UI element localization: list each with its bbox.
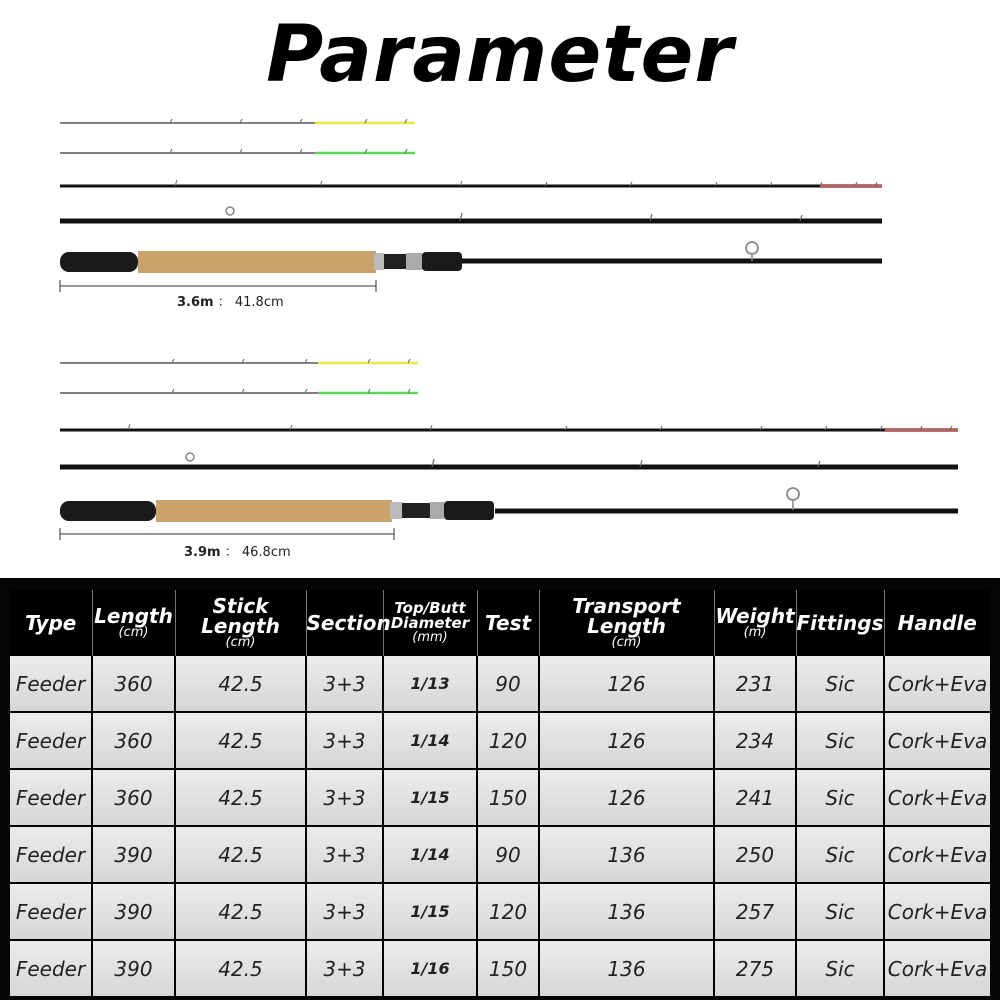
cell-transport-length: 126 <box>539 656 714 712</box>
cell-handle: Cork+Eva <box>884 940 990 997</box>
cell-type: Feeder <box>10 940 92 997</box>
rod-length: 3.9m <box>184 545 221 560</box>
cell-diameter: 1/13 <box>383 656 477 712</box>
header-handle: Handle <box>884 590 990 656</box>
cell-weight: 241 <box>714 769 796 826</box>
header-section: Section <box>306 590 383 656</box>
tip-section-red <box>60 424 958 430</box>
quiver-tip-yellow <box>60 119 415 123</box>
page-title: Parameter <box>266 10 734 100</box>
cell-diameter: 1/14 <box>383 826 477 883</box>
cell-handle: Cork+Eva <box>884 656 990 712</box>
cell-weight: 231 <box>714 656 796 712</box>
rod-measure-label <box>177 291 284 310</box>
table-body <box>10 656 990 997</box>
rod-measure-label <box>184 541 291 560</box>
cell-handle: Cork+Eva <box>884 826 990 883</box>
cell-stick-length: 42.5 <box>175 883 306 940</box>
cell-fittings: Sic <box>796 712 884 769</box>
cell-diameter: 1/15 <box>383 883 477 940</box>
cell-section: 3+3 <box>306 712 383 769</box>
header-diameter: Top/Butt Diameter (mm) <box>383 590 477 656</box>
table-row <box>10 826 990 883</box>
cell-diameter: 1/15 <box>383 769 477 826</box>
cell-fittings: Sic <box>796 769 884 826</box>
cell-section: 3+3 <box>306 940 383 997</box>
header-test: Test <box>477 590 539 656</box>
measure-bracket <box>60 528 394 540</box>
header-fittings: Fittings <box>796 590 884 656</box>
cell-type: Feeder <box>10 712 92 769</box>
cell-weight: 257 <box>714 883 796 940</box>
cell-stick-length: 42.5 <box>175 656 306 712</box>
cell-stick-length: 42.5 <box>175 940 306 997</box>
cell-test: 120 <box>477 883 539 940</box>
cell-handle: Cork+Eva <box>884 712 990 769</box>
middle-section <box>60 207 882 221</box>
cell-weight: 234 <box>714 712 796 769</box>
cell-length: 390 <box>92 826 175 883</box>
parameter-table <box>10 590 990 998</box>
cell-transport-length: 136 <box>539 940 714 997</box>
cell-length: 360 <box>92 656 175 712</box>
cell-type: Feeder <box>10 769 92 826</box>
butt-section <box>60 242 882 273</box>
header-weight: Weight (m) <box>714 590 796 656</box>
cell-test: 150 <box>477 769 539 826</box>
quiver-tip-yellow <box>60 359 418 363</box>
cell-transport-length: 126 <box>539 769 714 826</box>
middle-section <box>60 453 958 467</box>
cell-test: 90 <box>477 826 539 883</box>
handle-length: 46.8cm <box>241 545 291 560</box>
cell-section: 3+3 <box>306 883 383 940</box>
cell-transport-length: 126 <box>539 712 714 769</box>
table-row <box>10 769 990 826</box>
table-row <box>10 883 990 940</box>
cell-type: Feeder <box>10 826 92 883</box>
header-type: Type <box>10 590 92 656</box>
cell-weight: 250 <box>714 826 796 883</box>
cell-diameter: 1/16 <box>383 940 477 997</box>
rod-set-3-6m <box>60 119 882 292</box>
header-stick-length: Stick Length (cm) <box>175 590 306 656</box>
cell-section: 3+3 <box>306 769 383 826</box>
table-header-row <box>10 590 990 656</box>
cell-length: 360 <box>92 712 175 769</box>
cell-length: 360 <box>92 769 175 826</box>
cell-fittings: Sic <box>796 656 884 712</box>
cell-diameter: 1/14 <box>383 712 477 769</box>
cell-stick-length: 42.5 <box>175 826 306 883</box>
cell-length: 390 <box>92 940 175 997</box>
separator: ： <box>217 295 231 310</box>
cell-test: 120 <box>477 712 539 769</box>
cell-stick-length: 42.5 <box>175 712 306 769</box>
parameter-table-panel <box>0 578 1000 1000</box>
header-length: Length (cm) <box>92 590 175 656</box>
cell-fittings: Sic <box>796 883 884 940</box>
handle-length: 41.8cm <box>234 295 284 310</box>
cell-fittings: Sic <box>796 826 884 883</box>
cell-transport-length: 136 <box>539 826 714 883</box>
cell-type: Feeder <box>10 656 92 712</box>
cell-type: Feeder <box>10 883 92 940</box>
quiver-tip-green <box>60 389 418 393</box>
tip-section-red <box>60 180 882 186</box>
rod-set-3-9m <box>60 359 958 540</box>
cell-fittings: Sic <box>796 940 884 997</box>
cell-handle: Cork+Eva <box>884 883 990 940</box>
butt-section <box>60 488 958 522</box>
cell-stick-length: 42.5 <box>175 769 306 826</box>
cell-test: 90 <box>477 656 539 712</box>
cell-transport-length: 136 <box>539 883 714 940</box>
cell-length: 390 <box>92 883 175 940</box>
cell-section: 3+3 <box>306 826 383 883</box>
separator: ： <box>224 545 238 560</box>
quiver-tip-green <box>60 149 415 153</box>
cell-test: 150 <box>477 940 539 997</box>
table-row <box>10 940 990 997</box>
cell-section: 3+3 <box>306 656 383 712</box>
rod-length: 3.6m <box>177 295 214 310</box>
cell-weight: 275 <box>714 940 796 997</box>
table-row <box>10 712 990 769</box>
header-transport-length: Transport Length (cm) <box>539 590 714 656</box>
table-row <box>10 656 990 712</box>
cell-handle: Cork+Eva <box>884 769 990 826</box>
